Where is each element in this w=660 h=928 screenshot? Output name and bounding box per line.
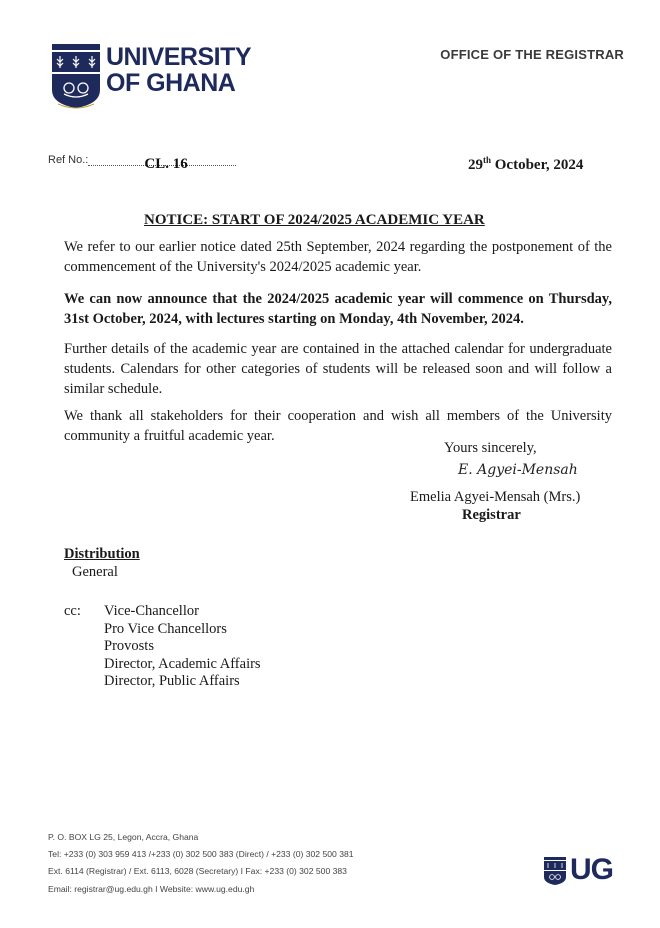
ug-small-crest-icon [544,857,566,885]
cc-list [104,603,261,691]
ug-logo-text: UG [570,853,613,886]
cc-item: Pro Vice Chancellors [104,620,227,637]
cc-label: cc: [64,603,81,619]
office-title: OFFICE OF THE REGISTRAR [440,47,624,62]
reference-number [48,154,236,172]
signatory-name: Emelia Agyei-Mensah (Mrs.) [410,489,581,505]
date-suffix: th [483,155,492,165]
university-name-line2: OF GHANA [106,69,236,97]
closing: Yours sincerely, [444,440,537,456]
date-rest: October, 2024 [491,157,584,173]
cc-item: Director, Academic Affairs [104,655,261,672]
ref-dotted-line [88,154,236,172]
signatory-title: Registrar [462,507,521,523]
paragraph-4: We thank all stakeholders for their cooperation and wish all members of the University community a fruitful academic year. [64,408,612,444]
letter-date [468,155,583,174]
notice-title: NOTICE: START OF 2024/2025 ACADEMIC YEAR [144,212,485,228]
footer-email: Email: registrar@ug.edu.gh I Website: www.ug.edu.gh [48,883,255,894]
university-name [106,44,251,96]
paragraph-1: We refer to our earlier notice dated 25th September, 2024 regarding the postponement of the commencement of the University's 2024/2025 academic year. [64,239,612,275]
cc-item: Director, Public Affairs [104,673,240,689]
ref-value: CL. 16 [144,156,188,172]
university-name-line1: UNIVERSITY [106,43,252,71]
paragraph-2-announcement: We can now announce that the 2024/2025 academic year will commence on Thursday, 31st October, 2024, with lectures starting on Monday, 4th November, 2024. [64,291,612,327]
distribution-heading: Distribution [64,546,140,562]
footer-contact [48,829,354,898]
footer-address: P. O. BOX LG 25, Legon, Accra, Ghana [48,832,199,842]
ref-label: Ref No.: [48,154,89,166]
distribution-value: General [72,564,118,580]
cc-item: Provosts [104,638,154,654]
cc-item: Vice-Chancellor [104,603,199,619]
signature: E. Agyei-Mensah [458,462,578,478]
university-crest-icon [52,44,100,110]
footer-ext: Ext. 6114 (Registrar) / Ext. 6113, 6028 (Secretary) I Fax: +233 (0) 302 500 383 [48,866,347,877]
date-day: 29 [468,157,483,173]
paragraph-3: Further details of the academic year are contained in the attached calendar for undergraduate students. Calendars for other categories of students will be released soon and will follow a similar schedule. [64,341,612,397]
footer-tel: Tel: +233 (0) 303 959 413 /+233 (0) 302 500 383 (Direct) / +233 (0) 302 500 381 [48,849,354,860]
